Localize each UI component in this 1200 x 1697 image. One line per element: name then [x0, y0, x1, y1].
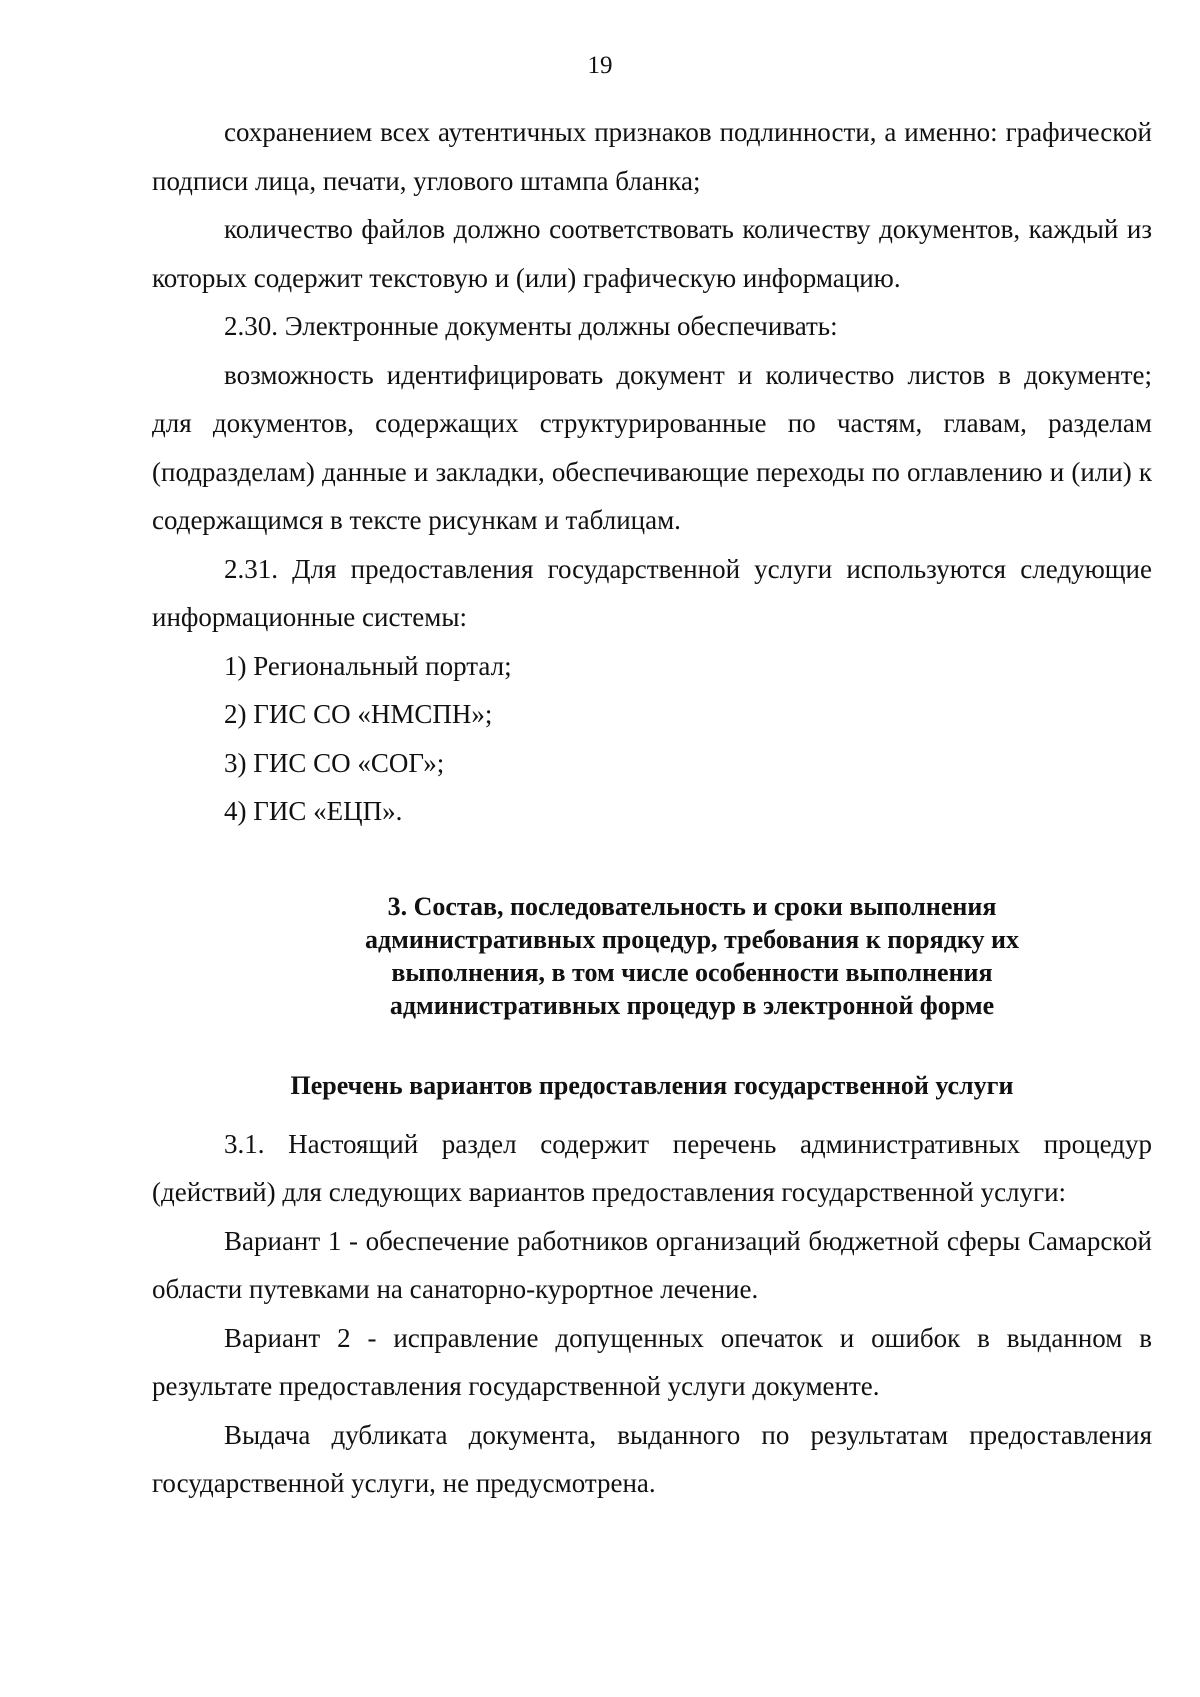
paragraph-duplicate: Выдача дубликата документа, выданного по результатам предоставления государственной услуги, не предусмотрена. — [152, 1419, 1152, 1498]
section-title — [152, 890, 1152, 1022]
page-number: 19 — [587, 52, 613, 79]
list-item-gis-nmspn: 2) ГИС СО «НМСПН»; — [224, 699, 493, 729]
list-item-gis-sog: 3) ГИС СО «СОГ»; — [224, 747, 445, 778]
section-title-line: административных процедур в электронной форме — [389, 990, 995, 1020]
section-title-line: 3. Состав, последовательность и сроки выполнения — [387, 891, 997, 921]
subsection-title: Перечень вариантов предоставления государственной услуги — [290, 1070, 1014, 1100]
paragraph-file-count: количество файлов должно соответствовать количеству документов, каждый из которых содержит текстовую и (или) графическую информацию. — [152, 214, 1152, 293]
paragraph-variant-2: Вариант 2 - исправление допущенных опечаток и ошибок в выданном в результате предоставления государственной услуги документе. — [152, 1322, 1152, 1401]
paragraph-3-1: 3.1. Настоящий раздел содержит перечень административных процедур (действий) для следующих вариантов предоставления государственной услуги: — [152, 1128, 1152, 1207]
paragraph-2-30: 2.30. Электронные документы должны обеспечивать: — [224, 311, 838, 341]
paragraph-variant-1: Вариант 1 - обеспечение работников организаций бюджетной сферы Самарской области путевками на санаторно-курортное лечение. — [152, 1225, 1152, 1304]
paragraph-authenticity: сохранением всех аутентичных признаков подлинности, а именно: графической подписи лица, печати, углового штампа бланка; — [152, 117, 1152, 196]
document-body — [152, 108, 1152, 1508]
list-item-regional-portal: 1) Региональный портал; — [224, 650, 512, 681]
list-item-gis-ecp: 4) ГИС «ЕЦП». — [224, 796, 403, 826]
section-title-line: административных процедур, требования к порядку их — [365, 924, 1019, 954]
paragraph-identify-document: возможность идентифицировать документ и количество листов в документе; для документов, содержащих структурированные по частям, главам, разделам (подразделам) данные и закладки, обеспечивающие переходы по оглавлению и (или) к содержащимся в тексте рисункам и таблицам. — [152, 359, 1152, 535]
paragraph-2-31: 2.31. Для предоставления государственной услуги используются следующие информационные системы: — [152, 553, 1152, 632]
section-title-line: выполнения, в том числе особенности выполнения — [391, 957, 993, 987]
